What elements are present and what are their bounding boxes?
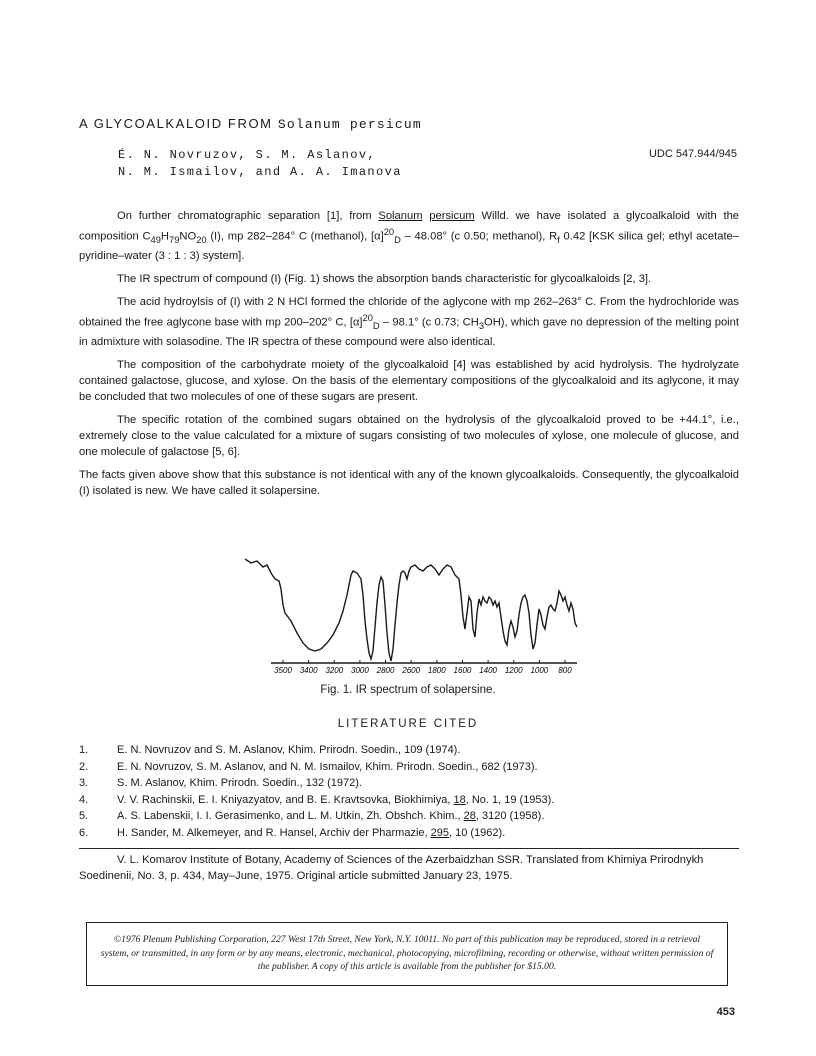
x-tick-label: 3400 xyxy=(299,666,318,675)
p1-species: persicum xyxy=(429,210,475,222)
title-main: A GLYCOALKALOID FROM xyxy=(79,116,273,131)
paragraph-1 xyxy=(79,208,739,264)
reference-number: 2. xyxy=(79,760,89,773)
reference-text: A. S. Labenskii, I. I. Gerasimenko, and L. M. Utkin, Zh. Obshch. Khim., 28, 3120 (1958). xyxy=(117,810,545,822)
reference-text: E. N. Novruzov, S. M. Aslanov, and N. M. Ismailov, Khim. Prirodn. Soedin., 682 (1973). xyxy=(117,760,538,773)
reference-number: 1. xyxy=(79,744,89,756)
x-tick-label: 2800 xyxy=(376,666,395,675)
p1-sub-h: 79 xyxy=(169,234,180,245)
reference-item xyxy=(79,825,759,842)
copyright-text: ©1976 Plenum Publishing Corporation, 227 West 17th Street, New York, N.Y. 10011. No part of this publication may be reproduced, stored in a retrieval system, or transmitted, in any form or by any means, electronic, mechanical, photocopying, microfilming, recording or otherwise, without written permission of the publisher. A copy of this article is available from the publisher for $15.00. xyxy=(100,934,714,972)
paragraph-2: The IR spectrum of compound (I) (Fig. 1) shows the absorption bands characteristic for glycoalkaloids [2, 3]. xyxy=(117,272,652,285)
p1-text-b: Willd. we have isolated a glycoalkaloid with the composition C xyxy=(79,210,740,243)
x-tick-label: 3500 xyxy=(274,666,292,675)
x-tick-label: 1200 xyxy=(504,666,523,675)
reference-text: E. N. Novruzov and S. M. Aslanov, Khim. Prirodn. Soedin., 109 (1974). xyxy=(117,744,461,756)
author-list xyxy=(118,147,402,181)
literature-cited-heading: LITERATURE CITED xyxy=(337,718,479,730)
reference-text: V. V. Rachinskii, E. I. Kniyazyatov, and B. E. Kravtsovka, Biokhimiya, 18, No. 1, 19 (1953). xyxy=(117,793,555,806)
p1-genus: Solanum xyxy=(378,210,423,222)
footer-rule xyxy=(79,848,739,849)
x-tick-label: 1800 xyxy=(427,666,446,675)
reference-number: 6. xyxy=(79,826,89,839)
p1-text-g: 0.42 [KSK silica gel; ethyl acetate–pyridine–water (3 : 1 : 3) system]. xyxy=(79,230,740,262)
x-tick-label: 1600 xyxy=(453,666,472,675)
paragraph-4: The composition of the carbohydrate moiety of the glycoalkaloid [4] was established by acid hydrolysis. The hydrolyzate contained galactose, glucose, and xylose. On the basis of the elementary compositions of the glycoalkaloid and its aglycone, it may be concluded that two molecules of one of these sugars are present. xyxy=(79,358,739,403)
ir-spectrum-trace xyxy=(245,559,577,661)
p3-sub: 3 xyxy=(478,320,485,331)
reference-number: 3. xyxy=(79,777,89,789)
x-tick-label: 1000 xyxy=(530,666,549,675)
x-tick-label: 3200 xyxy=(325,666,344,675)
reference-item xyxy=(79,742,759,759)
reference-number: 5. xyxy=(79,810,89,822)
title-species: Solanum persicum xyxy=(277,117,422,132)
p1-rot-d: D xyxy=(394,234,401,245)
reference-text: S. M. Aslanov, Khim. Prirodn. Soedin., 132 (1972). xyxy=(117,777,362,789)
ir-spectrum-plot xyxy=(243,555,583,675)
reference-text: H. Sander, M. Alkemeyer, and R. Hansel, Archiv der Pharmazie, 295, 10 (1962). xyxy=(117,826,506,839)
article-title xyxy=(79,116,422,132)
x-tick-label: 1400 xyxy=(479,666,497,675)
authors-line-2: N. M. Ismailov, and A. A. Imanova xyxy=(118,165,402,179)
reference-item xyxy=(79,759,759,776)
p3-rot-temp: 20 xyxy=(362,312,373,323)
reference-item xyxy=(79,808,759,825)
reference-item xyxy=(79,775,759,792)
reference-volume: 295 xyxy=(430,826,449,839)
p1-text-e: (I), mp 282–284° C (methanol), [α] xyxy=(206,230,384,243)
p1-text-f: – 48.08° (c 0.50; methanol), R xyxy=(400,230,558,243)
paragraph-3 xyxy=(79,294,739,350)
paragraph-6: The facts given above show that this substance is not identical with any of the known glycoalkaloids. Consequently, the glycoalkaloid (I) isolated is new. We have called it solapersine. xyxy=(79,468,739,497)
reference-number: 4. xyxy=(79,793,89,806)
reference-volume: 28 xyxy=(463,810,476,822)
x-axis-ticks xyxy=(274,660,572,675)
p1-sub-o: 20 xyxy=(196,234,207,245)
p1-rot-temp: 20 xyxy=(383,227,395,237)
p1-sub-c: 49 xyxy=(150,234,161,245)
p1-text-c: H xyxy=(160,230,170,243)
ir-spectrum-figure xyxy=(243,555,583,675)
x-tick-label: 2600 xyxy=(402,666,421,675)
article-body xyxy=(79,208,739,506)
figure-caption: Fig. 1. IR spectrum of solapersine. xyxy=(320,684,496,696)
udc-code: UDC 547.944/945 xyxy=(648,148,737,160)
reference-list xyxy=(79,742,759,841)
reference-volume: 18 xyxy=(453,793,466,806)
p3-rot-d: D xyxy=(372,320,380,331)
p1-rf-sub: f xyxy=(557,234,560,245)
affiliation-note: V. L. Komarov Institute of Botany, Academy of Sciences of the Azerbaidzhan SSR. Translated from Khimiya Prirodnykh Soedinenii, No. 3, p. 434, May–June, 1975. Original article submitted January 23, 1975. xyxy=(79,854,704,882)
p3-text-c: OH), which gave no depression of the melting point in admixture with solasodine. The IR spectra of these compound were also identical. xyxy=(79,316,739,348)
p3-text-b: – 98.1° (c 0.73; CH xyxy=(379,316,479,329)
reference-item xyxy=(79,792,759,809)
p3-text-a: The acid hydroylsis of (I) with 2 N HCl formed the chloride of the aglycone with mp 262–263° C. From the hydrochloride was obtained the free aglycone base with mp 200–202° C, [α] xyxy=(79,295,739,329)
x-tick-label: 3000 xyxy=(351,666,369,675)
authors-line-1: É. N. Novruzov, S. M. Aslanov, xyxy=(118,148,377,162)
copyright-box xyxy=(86,922,728,986)
paragraph-5: The specific rotation of the combined sugars obtained on the hydrolysis of the glycoalkaloid proved to be +44.1°, i.e., extremely close to the value calculated for a mixture of sugars consisting of two molecules of xylose, one molecule of glucose, and one molecule of galactose [5, 6]. xyxy=(79,413,739,458)
p1-text-a: On further chromatographic separation [1], from xyxy=(117,210,379,222)
x-tick-label: 800 xyxy=(558,666,572,675)
page-number: 453 xyxy=(716,1006,735,1018)
p1-text-d: NO xyxy=(179,230,197,243)
